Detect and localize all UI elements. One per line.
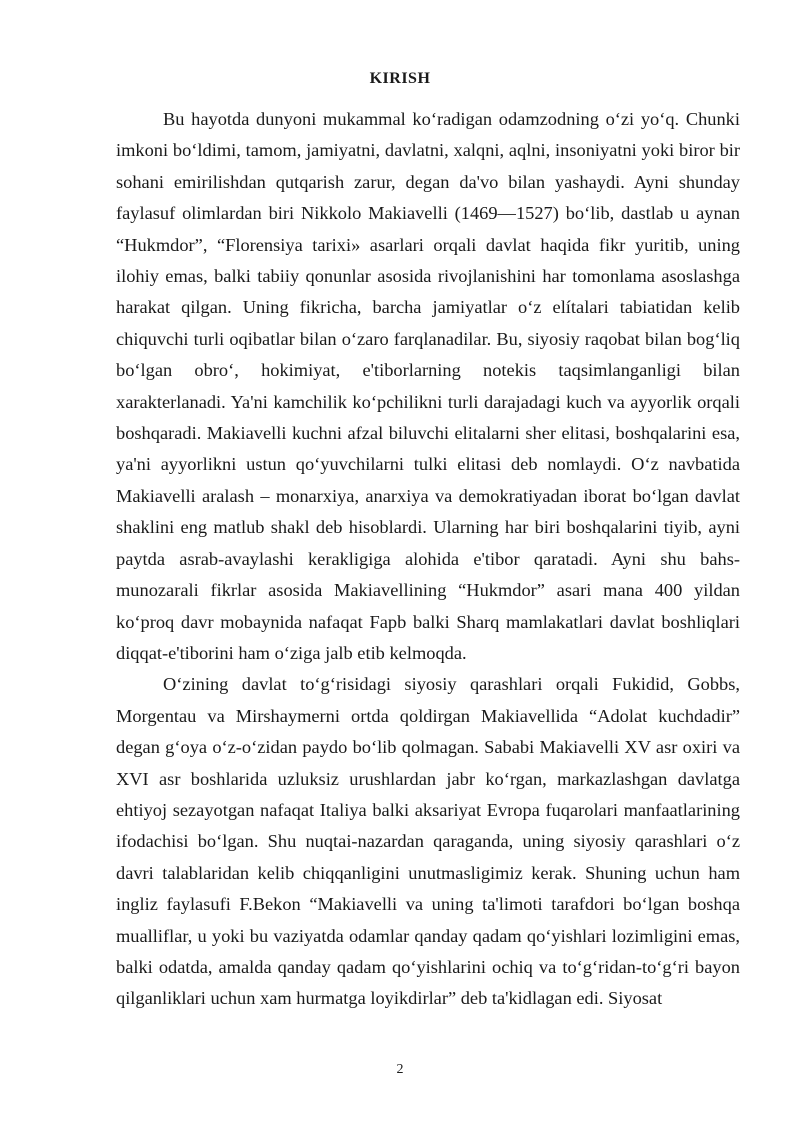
section-heading: KIRISH: [369, 70, 431, 87]
page-number: 2: [396, 1062, 404, 1077]
paragraph-continuation: O‘zining davlat to‘g‘risidagi siyosiy qarashlari orqali Fukidid, Gobbs, Morgentau va Mirshaymerni ortda qoldirgan Makiavellida “Adolat kuchdadir” degan g‘oya o‘z-o‘zidan paydo bo‘lib qolmagan. Sababi Makiavelli XV asr oxiri va XVI asr boshlarida uzluksiz urushlardan jabr ko‘rgan, markazlashgan davlatga ehtiyoj sezayotgan nafaqat Italiya balki aksariyat Evropa fuqarolari manfaatlarining ifodachisi bo‘lgan. Shu nuqtai-nazardan qaraganda, uning siyosiy qarashlari o‘z davri talablaridan kelib chiqqanligini unutmasligimiz kerak. Shuning uchun ham ingliz faylasufi F.Bekon “Makiavelli va uning ta'limoti tarafdori bo‘lgan boshqa mualliflar, u yoki bu vaziyatda odamlar qanday qadam qo‘yishlari lozimligini emas, balki odatda, amalda qanday qadam qo‘yishlarini ochiq va to‘g‘ridan-to‘g‘ri bayon qilganliklari uchun xam hurmatga loyikdirlar” deb ta'kidlagan edi. Siyosat: [116, 674, 740, 1009]
paragraph-intro: Bu hayotda dunyoni mukammal ko‘radigan odamzodning o‘zi yo‘q. Chunki imkoni bo‘ldimi, tamom, jamiyatni, davlatni, xalqni, aqlni, insoniyatni yoki biror bir sohani emirilishdan qutqarish zarur, degan da'vo bilan yashaydi. Ayni shunday faylasuf olimlardan biri Nikkolo Makiavelli (1469—1527) bo‘lib, dastlab u aynan “Hukmdor”, “Florensiya tarixi» asarlari orqali davlat haqida fikr yuritib, uning ilohiy emas, balki tabiiy qonunlar asosida rivojlanishini har tomonlama asoslashga harakat qilgan. Uning fikricha, barcha jamiyatlar o‘z elítalari tabiatidan kelib chiquvchi turli oqibatlar bilan o‘zaro farqlanadilar. Bu, siyosiy raqobat bilan bog‘liq bo‘lgan obro‘, hokimiyat, e'tiborlarning notekis taqsimlanganligi bilan xarakterlanadi. Ya'ni kamchilik ko‘pchilikni turli darajadagi kuch va ayyorlik orqali boshqaradi. Makiavelli kuchni afzal biluvchi elitalarni sher elitasi, boshqalarini esa, ya'ni ayyorlikni ustun qo‘yuvchilarni tulki elitasi deb nomlaydi. O‘z navbatida Makiavelli aralash – monarxiya, anarxiya va demokratiyadan iborat bo‘lgan davlat shaklini eng matlub shakl deb hisoblardi. Ularning har biri boshqalarini tiyib, ayni paytda asrab-avaylashi kerakligiga alohida e'tibor qaratadi. Ayni shu bahs-munozarali fikrlar asosida Makiavellining “Hukmdor” asari mana 400 yildan ko‘proq davr mobaynida nafaqat Fapb balki Sharq mamlakatlari davlat boshliqlari diqqat-e'tiborini ham o‘ziga jalb etib kelmoqda.: [116, 109, 740, 663]
body-text: [116, 104, 740, 1015]
